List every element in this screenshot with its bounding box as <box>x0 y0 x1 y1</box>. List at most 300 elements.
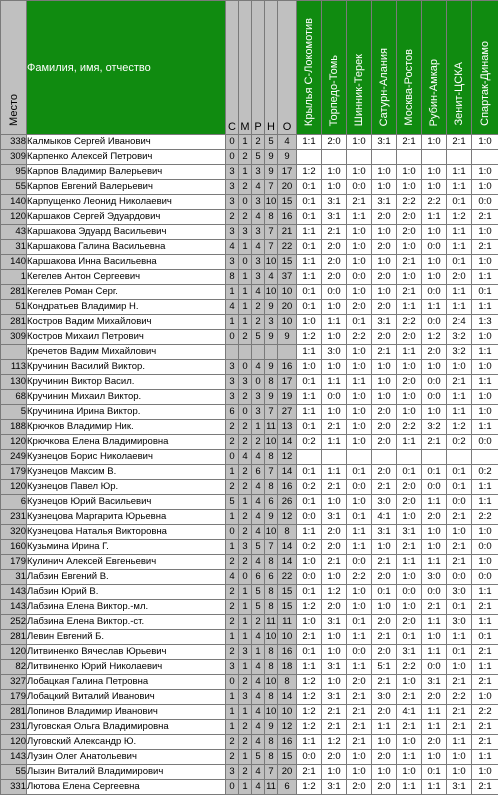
cell-name: Кузнецова Маргарита Юрьевна <box>27 510 226 525</box>
table-row <box>1 210 498 225</box>
cell-stat: 1 <box>239 240 252 255</box>
cell-stat: 1 <box>239 750 252 765</box>
cell-stat: 18 <box>278 660 297 675</box>
cell-score: 1:1 <box>447 630 472 645</box>
table-row <box>1 780 498 795</box>
cell-score: 2:1 <box>447 705 472 720</box>
cell-score: 1:1 <box>297 405 322 420</box>
cell-score: 1:0 <box>472 690 498 705</box>
cell-score: 1:0 <box>322 360 347 375</box>
cell-score: 0:1 <box>297 375 322 390</box>
cell-name: Лобацкий Виталий Иванович <box>27 690 226 705</box>
table-row <box>1 630 498 645</box>
cell-score: 2:0 <box>372 300 397 315</box>
cell-score: 1:1 <box>322 435 347 450</box>
header-match-label: Сатурн-Алания <box>377 45 391 129</box>
cell-score: 1:0 <box>322 180 347 195</box>
cell-score: 1:2 <box>297 690 322 705</box>
cell-score: 1:1 <box>297 525 322 540</box>
cell-mesto: 140 <box>1 195 27 210</box>
cell-score: 3:1 <box>322 660 347 675</box>
cell-score: 2:0 <box>397 375 422 390</box>
cell-score: 1:0 <box>447 525 472 540</box>
cell-score: 2:0 <box>397 330 422 345</box>
cell-score: 1:0 <box>347 285 372 300</box>
cell-score: 2:0 <box>397 495 422 510</box>
table-row <box>1 555 498 570</box>
cell-score: 1:0 <box>422 630 447 645</box>
cell-mesto <box>1 345 27 360</box>
cell-stat: 2 <box>239 555 252 570</box>
cell-score: 0:1 <box>397 465 422 480</box>
cell-score: 0:0 <box>347 645 372 660</box>
cell-score: 1:1 <box>422 705 447 720</box>
cell-score: 1:0 <box>347 345 372 360</box>
cell-stat: 0 <box>239 360 252 375</box>
table-row <box>1 540 498 555</box>
cell-score: 0:1 <box>447 255 472 270</box>
header-mesto <box>1 1 27 135</box>
cell-score: 1:0 <box>372 390 397 405</box>
cell-mesto: 231 <box>1 720 27 735</box>
cell-score: 2:0 <box>397 225 422 240</box>
cell-score: 1:0 <box>472 360 498 375</box>
cell-stat: 22 <box>278 240 297 255</box>
cell-stat: 4 <box>226 300 239 315</box>
cell-score: 2:0 <box>372 405 397 420</box>
cell-stat: 4 <box>252 735 265 750</box>
cell-mesto: 143 <box>1 600 27 615</box>
cell-stat: 4 <box>252 495 265 510</box>
cell-mesto: 179 <box>1 555 27 570</box>
cell-score: 2:1 <box>447 555 472 570</box>
table-row <box>1 285 498 300</box>
cell-score: 1:0 <box>297 315 322 330</box>
cell-stat: 8 <box>265 555 278 570</box>
cell-stat: 5 <box>252 585 265 600</box>
cell-score: 0:0 <box>472 435 498 450</box>
cell-name: Лабзин Евгений В. <box>27 570 226 585</box>
cell-score: 1:1 <box>447 165 472 180</box>
cell-score: 0:2 <box>447 435 472 450</box>
cell-score: 0:1 <box>297 465 322 480</box>
cell-score: 1:0 <box>347 600 372 615</box>
cell-score: 1:0 <box>347 360 372 375</box>
cell-stat: 4 <box>252 480 265 495</box>
cell-mesto: 320 <box>1 525 27 540</box>
cell-score: 3:0 <box>372 690 397 705</box>
cell-score: 1:2 <box>297 675 322 690</box>
cell-stat: 37 <box>278 270 297 285</box>
cell-stat: 4 <box>252 675 265 690</box>
cell-score: 1:0 <box>397 510 422 525</box>
cell-score: 3:1 <box>397 645 422 660</box>
cell-score: 1:0 <box>397 765 422 780</box>
cell-score: 2:1 <box>347 705 372 720</box>
cell-score: 2:1 <box>422 435 447 450</box>
cell-score: 1:1 <box>422 300 447 315</box>
cell-name: Костров Вадим Михайлович <box>27 315 226 330</box>
cell-score: 2:1 <box>372 675 397 690</box>
cell-score <box>297 150 322 165</box>
cell-stat: 11 <box>265 780 278 795</box>
cell-stat: 0 <box>226 525 239 540</box>
cell-stat: 0 <box>239 255 252 270</box>
cell-score: 2:0 <box>322 270 347 285</box>
cell-score: 1:0 <box>297 615 322 630</box>
cell-score: 1:0 <box>472 165 498 180</box>
cell-score: 1:0 <box>422 750 447 765</box>
cell-stat: 0 <box>226 330 239 345</box>
cell-score: 1:0 <box>397 270 422 285</box>
cell-score: 1:1 <box>422 210 447 225</box>
cell-stat: 2 <box>239 210 252 225</box>
cell-score: 2:0 <box>322 750 347 765</box>
table-row <box>1 165 498 180</box>
cell-score: 1:1 <box>347 540 372 555</box>
cell-stat: 10 <box>265 630 278 645</box>
table-row <box>1 735 498 750</box>
header-match-0 <box>297 1 322 135</box>
cell-score: 1:0 <box>322 765 347 780</box>
cell-score: 1:0 <box>297 360 322 375</box>
cell-stat: 1 <box>239 300 252 315</box>
cell-stat: 0 <box>252 375 265 390</box>
cell-mesto: 309 <box>1 150 27 165</box>
cell-stat: 3 <box>226 375 239 390</box>
cell-score: 2:0 <box>322 240 347 255</box>
table-header <box>1 1 498 135</box>
cell-stat: 1 <box>226 510 239 525</box>
cell-score: 2:0 <box>347 780 372 795</box>
header-stat-1: М <box>239 1 252 135</box>
table-row <box>1 255 498 270</box>
table-row <box>1 705 498 720</box>
header-row <box>1 1 498 135</box>
cell-name: Кулинич Алексей Евгеньевич <box>27 555 226 570</box>
cell-score: 1:0 <box>372 735 397 750</box>
header-match-6 <box>447 1 472 135</box>
cell-mesto: 331 <box>1 780 27 795</box>
cell-stat: 16 <box>278 645 297 660</box>
cell-score: 1:0 <box>422 405 447 420</box>
cell-score: 5:1 <box>372 660 397 675</box>
cell-score <box>422 450 447 465</box>
cell-mesto: 31 <box>1 570 27 585</box>
cell-score: 1:0 <box>347 750 372 765</box>
cell-score: 1:0 <box>472 390 498 405</box>
cell-score: 1:2 <box>297 600 322 615</box>
cell-stat: 6 <box>278 780 297 795</box>
cell-score: 0:0 <box>422 375 447 390</box>
cell-stat: 8 <box>265 660 278 675</box>
cell-stat: 4 <box>252 555 265 570</box>
cell-stat: 14 <box>278 435 297 450</box>
cell-stat: 7 <box>265 465 278 480</box>
cell-score: 3:1 <box>372 195 397 210</box>
cell-name: Литвиненко Вячеслав Юрьевич <box>27 645 226 660</box>
cell-score: 2:1 <box>397 285 422 300</box>
cell-stat <box>265 345 278 360</box>
cell-stat: 7 <box>265 540 278 555</box>
cell-mesto: 281 <box>1 315 27 330</box>
cell-score: 1:1 <box>322 465 347 480</box>
cell-score: 1:1 <box>472 495 498 510</box>
table-row <box>1 420 498 435</box>
cell-stat: 8 <box>265 600 278 615</box>
cell-score: 1:1 <box>422 495 447 510</box>
cell-score: 3:1 <box>322 210 347 225</box>
table-row <box>1 360 498 375</box>
cell-stat: 0 <box>239 570 252 585</box>
cell-stat: 1 <box>239 495 252 510</box>
cell-mesto: 120 <box>1 210 27 225</box>
cell-score <box>372 150 397 165</box>
cell-score: 1:1 <box>297 255 322 270</box>
cell-score: 3:1 <box>372 315 397 330</box>
cell-mesto: 120 <box>1 435 27 450</box>
cell-stat: 2 <box>226 480 239 495</box>
cell-score: 1:1 <box>347 630 372 645</box>
table-row <box>1 675 498 690</box>
cell-score: 2:1 <box>472 720 498 735</box>
cell-score: 1:1 <box>297 225 322 240</box>
cell-mesto: 6 <box>1 495 27 510</box>
cell-stat: 22 <box>278 570 297 585</box>
cell-score: 3:1 <box>322 510 347 525</box>
cell-stat: 2 <box>226 600 239 615</box>
cell-stat: 0 <box>226 780 239 795</box>
header-match-1 <box>322 1 347 135</box>
cell-score: 1:1 <box>447 735 472 750</box>
cell-score: 1:0 <box>347 405 372 420</box>
table-row <box>1 180 498 195</box>
cell-score: 2:0 <box>397 210 422 225</box>
cell-score: 0:0 <box>347 180 372 195</box>
cell-mesto: 120 <box>1 645 27 660</box>
cell-score: 2:0 <box>372 270 397 285</box>
cell-stat: 5 <box>252 600 265 615</box>
cell-score: 2:1 <box>397 135 422 150</box>
cell-stat: 1 <box>226 720 239 735</box>
cell-stat <box>226 345 239 360</box>
cell-stat: 12 <box>278 450 297 465</box>
cell-score: 1:0 <box>372 225 397 240</box>
cell-score: 1:1 <box>347 375 372 390</box>
cell-score: 2:1 <box>447 540 472 555</box>
cell-score: 1:0 <box>397 165 422 180</box>
cell-score: 2:1 <box>347 720 372 735</box>
cell-stat: 3 <box>226 765 239 780</box>
cell-score: 1:2 <box>297 705 322 720</box>
cell-stat: 2 <box>226 585 239 600</box>
table-row <box>1 495 498 510</box>
cell-stat: 5 <box>252 750 265 765</box>
table-row <box>1 570 498 585</box>
cell-mesto: 143 <box>1 750 27 765</box>
cell-stat: 8 <box>265 750 278 765</box>
cell-stat: 4 <box>252 450 265 465</box>
cell-score: 0:0 <box>347 480 372 495</box>
table-row <box>1 225 498 240</box>
cell-score: 1:0 <box>397 240 422 255</box>
cell-score: 3:2 <box>447 345 472 360</box>
cell-score <box>397 150 422 165</box>
cell-score: 1:2 <box>322 735 347 750</box>
cell-score: 2:2 <box>397 660 422 675</box>
cell-score: 2:0 <box>372 705 397 720</box>
table-body <box>1 135 498 795</box>
cell-score: 0:1 <box>447 645 472 660</box>
cell-stat: 3 <box>226 360 239 375</box>
cell-stat: 16 <box>278 480 297 495</box>
cell-score: 1:1 <box>397 300 422 315</box>
cell-stat: 4 <box>239 450 252 465</box>
cell-name: Лызин Виталий Владимирович <box>27 765 226 780</box>
cell-stat: 9 <box>278 150 297 165</box>
cell-stat: 3 <box>226 195 239 210</box>
cell-score: 0:2 <box>472 465 498 480</box>
cell-score: 0:1 <box>297 495 322 510</box>
cell-score: 2:2 <box>397 315 422 330</box>
table-row <box>1 585 498 600</box>
cell-stat: 10 <box>265 675 278 690</box>
cell-name: Каршакова Галина Васильевна <box>27 240 226 255</box>
cell-stat: 10 <box>265 255 278 270</box>
cell-score: 1:0 <box>397 360 422 375</box>
cell-score: 0:0 <box>422 660 447 675</box>
cell-score: 2:1 <box>397 690 422 705</box>
cell-stat: 9 <box>265 720 278 735</box>
cell-score: 1:0 <box>372 285 397 300</box>
cell-stat: 3 <box>226 660 239 675</box>
cell-stat: 4 <box>252 525 265 540</box>
cell-stat: 4 <box>252 360 265 375</box>
cell-stat: 3 <box>239 690 252 705</box>
cell-score: 3:0 <box>447 585 472 600</box>
header-stat-2: Р <box>252 1 265 135</box>
cell-score: 1:1 <box>297 135 322 150</box>
cell-mesto: 55 <box>1 765 27 780</box>
cell-stat: 2 <box>239 510 252 525</box>
table-row <box>1 765 498 780</box>
cell-score: 0:1 <box>297 285 322 300</box>
cell-score: 2:1 <box>372 345 397 360</box>
cell-score: 2:1 <box>297 765 322 780</box>
cell-score: 1:0 <box>447 660 472 675</box>
cell-score: 0:1 <box>472 285 498 300</box>
cell-stat: 8 <box>265 210 278 225</box>
cell-name: Калмыков Сергей Иванович <box>27 135 226 150</box>
cell-score: 0:1 <box>422 765 447 780</box>
cell-stat: 14 <box>278 555 297 570</box>
header-match-label: Москва-Ростов <box>402 46 416 129</box>
cell-stat: 3 <box>239 645 252 660</box>
cell-score: 1:1 <box>397 555 422 570</box>
cell-stat: 8 <box>278 675 297 690</box>
table-row <box>1 480 498 495</box>
cell-score: 1:0 <box>447 765 472 780</box>
cell-score: 2:0 <box>422 510 447 525</box>
cell-stat: 3 <box>239 225 252 240</box>
cell-score: 2:0 <box>347 675 372 690</box>
cell-name: Кузнецов Борис Николаевич <box>27 450 226 465</box>
cell-stat: 5 <box>252 540 265 555</box>
cell-score: 1:0 <box>422 165 447 180</box>
cell-score: 0:0 <box>472 195 498 210</box>
cell-score: 1:1 <box>397 780 422 795</box>
cell-stat: 4 <box>226 570 239 585</box>
cell-score: 1:1 <box>472 750 498 765</box>
cell-score: 1:2 <box>447 420 472 435</box>
table-row <box>1 375 498 390</box>
cell-stat <box>239 345 252 360</box>
cell-score: 2:1 <box>472 735 498 750</box>
cell-score <box>347 150 372 165</box>
cell-stat <box>278 345 297 360</box>
cell-stat: 2 <box>252 435 265 450</box>
cell-name: Лобацкая Галина Петровна <box>27 675 226 690</box>
cell-mesto: 130 <box>1 375 27 390</box>
cell-score: 2:0 <box>372 780 397 795</box>
cell-stat: 16 <box>278 735 297 750</box>
cell-score: 1:0 <box>347 765 372 780</box>
table-row <box>1 690 498 705</box>
cell-stat: 1 <box>252 645 265 660</box>
cell-stat: 3 <box>252 225 265 240</box>
table-row <box>1 510 498 525</box>
cell-mesto: 231 <box>1 510 27 525</box>
cell-stat: 10 <box>265 285 278 300</box>
cell-stat: 26 <box>278 495 297 510</box>
cell-stat: 2 <box>239 735 252 750</box>
cell-score: 0:1 <box>297 585 322 600</box>
table-row <box>1 720 498 735</box>
cell-stat: 19 <box>278 390 297 405</box>
cell-stat: 2 <box>226 210 239 225</box>
cell-stat: 1 <box>239 615 252 630</box>
cell-score: 1:0 <box>472 405 498 420</box>
cell-score: 1:1 <box>447 225 472 240</box>
header-match-label: Шинник-Терек <box>352 51 366 129</box>
cell-score: 2:1 <box>447 720 472 735</box>
cell-score: 1:1 <box>422 645 447 660</box>
cell-score: 3:1 <box>397 525 422 540</box>
cell-stat: 4 <box>252 240 265 255</box>
cell-score: 2:1 <box>322 480 347 495</box>
cell-stat: 1 <box>226 690 239 705</box>
cell-stat: 9 <box>265 510 278 525</box>
cell-score: 2:0 <box>372 570 397 585</box>
cell-score <box>447 450 472 465</box>
cell-stat: 3 <box>226 180 239 195</box>
cell-score: 0:1 <box>372 585 397 600</box>
cell-score: 0:0 <box>322 285 347 300</box>
cell-score: 2:0 <box>322 540 347 555</box>
cell-score: 0:0 <box>422 390 447 405</box>
cell-score: 1:0 <box>422 540 447 555</box>
cell-mesto: 68 <box>1 390 27 405</box>
cell-score: 0:1 <box>422 465 447 480</box>
cell-score: 3:1 <box>322 780 347 795</box>
cell-stat: 2 <box>226 645 239 660</box>
cell-score: 1:0 <box>322 675 347 690</box>
cell-score: 1:0 <box>472 525 498 540</box>
cell-stat: 3 <box>239 540 252 555</box>
cell-stat: 8 <box>226 270 239 285</box>
cell-score <box>297 450 322 465</box>
cell-score: 0:0 <box>422 315 447 330</box>
